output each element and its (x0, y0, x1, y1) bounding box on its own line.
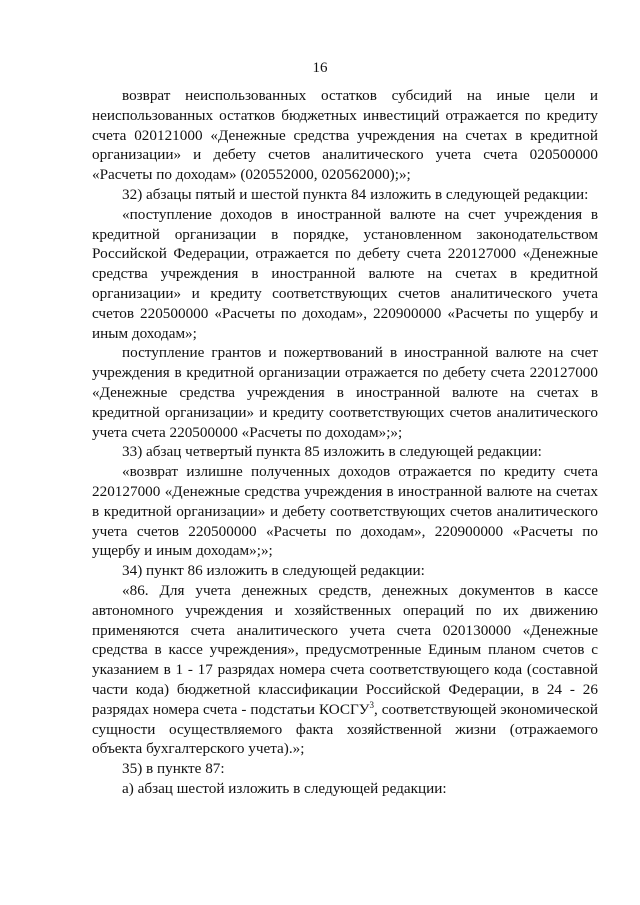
point-86-text-start: «86. Для учета денежных средств, денежных документов в кассе автономного учреждения и хозяйственных операций по их движению применяются счета аналитического учета счета 020130000 «Денежные средства в кассе учреждения», предусмотренные Единым планом счетов с указанием в 1 - 17 разрядах номера счета соответствующего кода (составной части кода) бюджетной классификации Российской Федерации, в 24 - 26 разрядах номера счета - подстатьи КОСГУ (92, 581, 598, 718)
paragraph-item-34: 34) пункт 86 изложить в следующей редакции: (122, 562, 425, 580)
paragraph-item-33: 33) абзац четвертый пункта 85 изложить в следующей редакции: (122, 443, 542, 461)
footnote-marker: 3 (369, 699, 375, 710)
paragraph-return-excess-income: «возврат излишне полученных доходов отражается по кредиту счета 220127000 «Денежные средства учреждения в иностранной валюте на счетах в кредитной организации» и дебету соответствующих счетов аналитического учета счетов 220500000 «Расчеты по доходам», 220900000 «Расчеты по ущербу и иным доходам»;»; (92, 463, 598, 560)
point-86-text-end: , соответствующей экономической сущности осуществляемого факта хозяйственной жизни (отражаемого объекта бухгалтерского учета).»; (92, 700, 598, 758)
page-number: 16 (312, 60, 328, 76)
document-body (92, 86, 598, 799)
paragraph-foreign-currency-income: «поступление доходов в иностранной валюте на счет учреждения в кредитной организации в порядке, установленном законодательством Российской Федерации, отражается по дебету счета 220127000 «Денежные средства учреждения в иностранной валюте на счетах в кредитной организации» и кредиту соответствующих счетов аналитического учета счетов 220500000 «Расчеты по доходам», 220900000 «Расчеты по ущербу и иным доходам»; (92, 205, 598, 342)
paragraph-subitem-a: а) абзац шестой изложить в следующей редакции: (122, 779, 447, 797)
paragraph-item-32: 32) абзацы пятый и шестой пункта 84 изложить в следующей редакции: (122, 185, 589, 203)
paragraph-point-86 (92, 581, 598, 759)
paragraph-return-subsidies: возврат неиспользованных остатков субсидий на иные цели и неиспользованных остатков бюджетных инвестиций отражается по кредиту счета 020121000 «Денежные средства учреждения на счетах в кредитной организации» и дебету счетов аналитического учета счета 020500000 «Расчеты по доходам» (020552000, 020562000);»; (92, 87, 598, 184)
paragraph-item-35: 35) в пункте 87: (122, 760, 225, 778)
paragraph-grants-donations: поступление грантов и пожертвований в иностранной валюте на счет учреждения в кредитной организации отражается по дебету счета 220127000 «Денежные средства учреждения в иностранной валюте на счетах в кредитной организации» и кредиту соответствующих счетов аналитического учета счета 220500000 «Расчеты по доходам»;»; (92, 344, 598, 441)
